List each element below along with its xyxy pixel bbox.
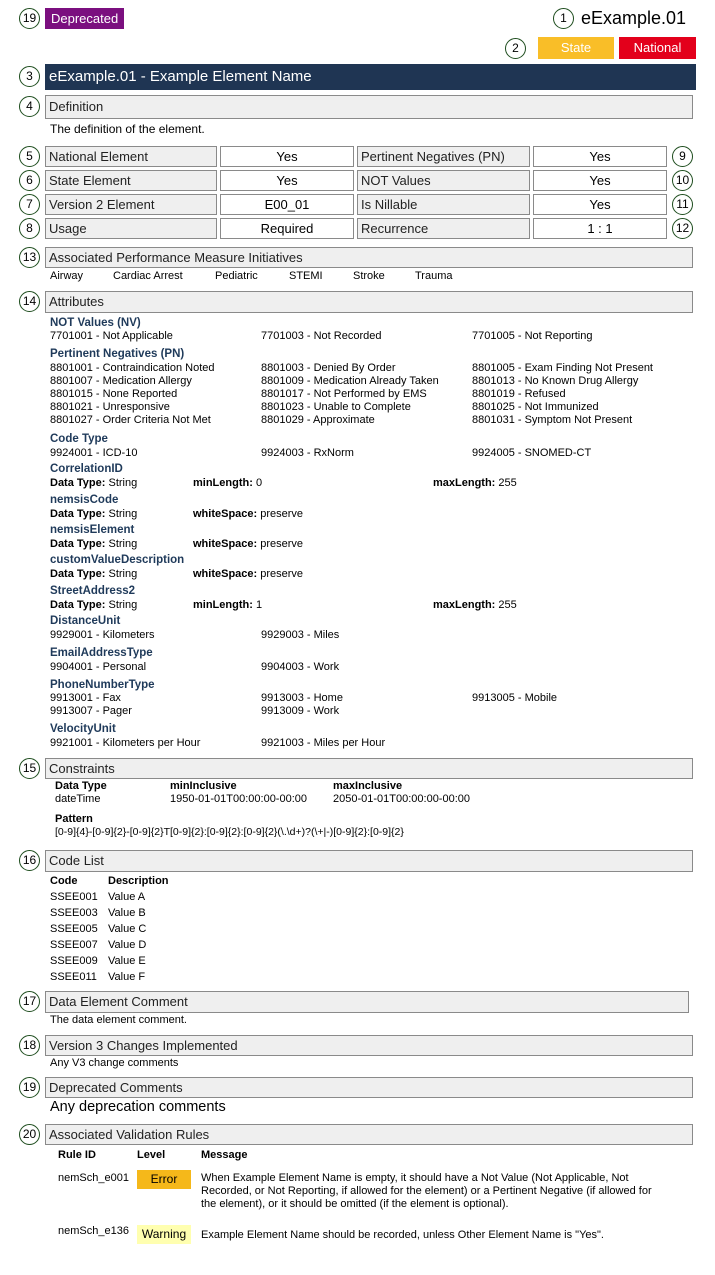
attr-whitespace: whiteSpace: preserve [193,508,304,520]
attr-item: 9924003 - RxNorm [261,447,354,459]
callout-11: 11 [672,194,693,215]
validation-header: Associated Validation Rules [45,1124,693,1145]
street-address2-title: StreetAddress2 [50,585,136,597]
national-element-value: Yes [220,146,354,167]
rule-message: Recorded, or Not Reporting, if allowed for the element) or a Pertinent Negative (if allowed for [201,1185,652,1197]
state-badge: State [538,37,614,59]
not-values-value: Yes [533,170,667,191]
constraint-value: dateTime [55,793,101,805]
rule-level-warning: Warning [137,1225,191,1244]
distance-unit-title: DistanceUnit [50,615,121,627]
comment-header: Data Element Comment [45,991,689,1013]
callout-1: 1 [553,8,574,29]
attr-datatype: Data Type: String [50,568,138,580]
version2-element-value: E00_01 [220,194,354,215]
attr-minlength: minLength: 1 [193,599,263,611]
constraint-header: maxInclusive [333,780,403,792]
attr-item: 8801009 - Medication Already Taken [261,375,439,387]
element-id: eExample.01 [581,8,687,28]
attr-item: 9921001 - Kilometers per Hour [50,737,201,749]
attr-item: 8801029 - Approximate [261,414,375,426]
callout-13: 13 [19,247,40,268]
nemsis-element-title: nemsisElement [50,524,135,536]
code-list-col-header: Description [108,875,169,887]
attr-item: 8801013 - No Known Drug Allergy [472,375,639,387]
code-list-desc: Value A [108,891,146,903]
callout-15: 15 [19,758,40,779]
attr-item: 9904001 - Personal [50,661,147,673]
attr-item: 8801001 - Contraindication Noted [50,362,215,374]
recurrence-value: 1 : 1 [533,218,667,239]
pertinent-negatives-title: Pertinent Negatives (PN) [50,348,185,360]
attr-whitespace: whiteSpace: preserve [193,568,304,580]
callout-3: 3 [19,66,40,87]
v3-changes-text: Any V3 change comments [50,1057,179,1069]
attr-item: 9913005 - Mobile [472,692,558,704]
attr-item: 9913001 - Fax [50,692,121,704]
callout-4: 4 [19,96,40,117]
validation-col-header: Message [201,1149,248,1161]
nemsis-code-title: nemsisCode [50,494,119,506]
constraint-value: 2050-01-01T00:00:00-00:00 [333,793,470,805]
attr-item: 7701005 - Not Reporting [472,330,593,342]
initiatives-header: Associated Performance Measure Initiatives [45,247,693,268]
is-nillable-label: Is Nillable [357,194,530,215]
attr-item: 9913003 - Home [261,692,343,704]
attr-item: 8801025 - Not Immunized [472,401,599,413]
attr-whitespace: whiteSpace: preserve [193,538,304,550]
v3-changes-header: Version 3 Changes Implemented [45,1035,693,1056]
velocity-unit-title: VelocityUnit [50,723,116,735]
callout-10: 10 [672,170,693,191]
national-element-label: National Element [45,146,217,167]
usage-label: Usage [45,218,217,239]
attr-item: 8801023 - Unable to Complete [261,401,411,413]
code-list-header: Code List [45,850,693,872]
initiative-item: Stroke [353,270,385,282]
attr-item: 7701001 - Not Applicable [50,330,173,342]
code-list-code: SSEE007 [50,939,98,951]
code-list-code: SSEE009 [50,955,98,967]
attr-item: 9924005 - SNOMED-CT [472,447,592,459]
validation-col-header: Rule ID [58,1149,96,1161]
rule-id: nemSch_e001 [58,1172,129,1184]
validation-col-header: Level [137,1149,166,1161]
email-type-title: EmailAddressType [50,647,153,659]
callout-17: 17 [19,991,40,1012]
recurrence-label: Recurrence [357,218,530,239]
custom-value-title: customValueDescription [50,554,185,566]
callout-12: 12 [672,218,693,239]
callout-18: 18 [19,1035,40,1056]
attr-item: 9904003 - Work [261,661,340,673]
attr-item: 8801027 - Order Criteria Not Met [50,414,211,426]
code-list-desc: Value E [108,955,146,967]
pattern-label: Pattern [55,813,93,825]
attr-datatype: Data Type: String [50,599,138,611]
rule-message: Example Element Name should be recorded, unless Other Element Name is "Yes". [201,1229,604,1241]
attr-item: 9913009 - Work [261,705,340,717]
attr-item: 8801021 - Unresponsive [50,401,170,413]
attr-item: 8801005 - Exam Finding Not Present [472,362,653,374]
code-list-desc: Value C [108,923,147,935]
attr-maxlength: maxLength: 255 [433,477,517,489]
callout-14: 14 [19,291,40,312]
code-list-code: SSEE001 [50,891,98,903]
not-values-title: NOT Values (NV) [50,317,141,329]
attr-maxlength: maxLength: 255 [433,599,517,611]
pattern-value: [0-9]{4}-[0-9]{2}-[0-9]{2}T[0-9]{2}:[0-9]{2}:[0-9]{2}(\.\d+)?(\+|-)[0-9]{2}:[0-9]{2} [55,826,404,838]
is-nillable-value: Yes [533,194,667,215]
attr-minlength: minLength: 0 [193,477,263,489]
callout-16: 16 [19,850,40,871]
rule-id: nemSch_e136 [58,1225,129,1237]
attributes-header: Attributes [45,291,693,313]
rule-message: When Example Element Name is empty, it should have a Not Value (Not Applicable, Not [201,1172,629,1184]
version2-element-label: Version 2 Element [45,194,217,215]
attr-item: 9921003 - Miles per Hour [261,737,386,749]
attr-item: 8801031 - Symptom Not Present [472,414,633,426]
callout-7: 7 [19,194,40,215]
attr-item: 8801017 - Not Performed by EMS [261,388,427,400]
attr-item: 9929001 - Kilometers [50,629,155,641]
phone-type-title: PhoneNumberType [50,679,155,691]
attr-datatype: Data Type: String [50,538,138,550]
callout-6: 6 [19,170,40,191]
initiative-item: Pediatric [215,270,258,282]
attr-datatype: Data Type: String [50,508,138,520]
rule-level-error: Error [137,1170,191,1189]
deprecated-comments-text: Any deprecation comments [50,1099,226,1115]
pertinent-negatives-value: Yes [533,146,667,167]
correlation-id-title: CorrelationID [50,463,123,475]
attr-item: 9913007 - Pager [50,705,132,717]
constraint-header: Data Type [55,780,107,792]
callout-19: 19 [19,1077,40,1098]
definition-text: The definition of the element. [50,122,205,136]
attr-item: 9924001 - ICD-10 [50,447,138,459]
code-type-title: Code Type [50,433,108,445]
callout-9: 9 [672,146,693,167]
attr-item: 8801019 - Refused [472,388,566,400]
usage-value: Required [220,218,354,239]
attr-item: 7701003 - Not Recorded [261,330,382,342]
state-element-label: State Element [45,170,217,191]
deprecated-comments-header: Deprecated Comments [45,1077,693,1098]
not-values-label: NOT Values [357,170,530,191]
attr-datatype: Data Type: String [50,477,138,489]
initiative-item: Airway [50,270,84,282]
code-list-code: SSEE011 [50,971,97,983]
attr-item: 8801007 - Medication Allergy [50,375,192,387]
comment-text: The data element comment. [50,1014,187,1026]
constraint-header: minInclusive [170,780,237,792]
callout-2: 2 [505,38,526,59]
callout-5: 5 [19,146,40,167]
code-list-code: SSEE003 [50,907,98,919]
attr-item: 8801003 - Denied By Order [261,362,396,374]
callout-20: 20 [19,1124,40,1145]
national-badge: National [619,37,696,59]
pertinent-negatives-label: Pertinent Negatives (PN) [357,146,530,167]
callout-19-top: 19 [19,8,40,29]
code-list-desc: Value B [108,907,146,919]
initiative-item: Trauma [415,270,453,282]
code-list-col-header: Code [50,875,78,887]
rule-message: the element), or it should be omitted (if the element is optional). [201,1198,509,1210]
deprecated-badge: Deprecated [45,8,124,29]
attr-item: 9929003 - Miles [261,629,340,641]
attr-item: 8801015 - None Reported [50,388,178,400]
page-title: eExample.01 - Example Element Name [45,64,696,90]
constraint-value: 1950-01-01T00:00:00-00:00 [170,793,307,805]
definition-header: Definition [45,95,693,119]
code-list-code: SSEE005 [50,923,98,935]
initiative-item: STEMI [289,270,323,282]
state-element-value: Yes [220,170,354,191]
code-list-desc: Value D [108,939,147,951]
constraints-header: Constraints [45,758,693,779]
initiative-item: Cardiac Arrest [113,270,183,282]
callout-8: 8 [19,218,40,239]
code-list-desc: Value F [108,971,146,983]
